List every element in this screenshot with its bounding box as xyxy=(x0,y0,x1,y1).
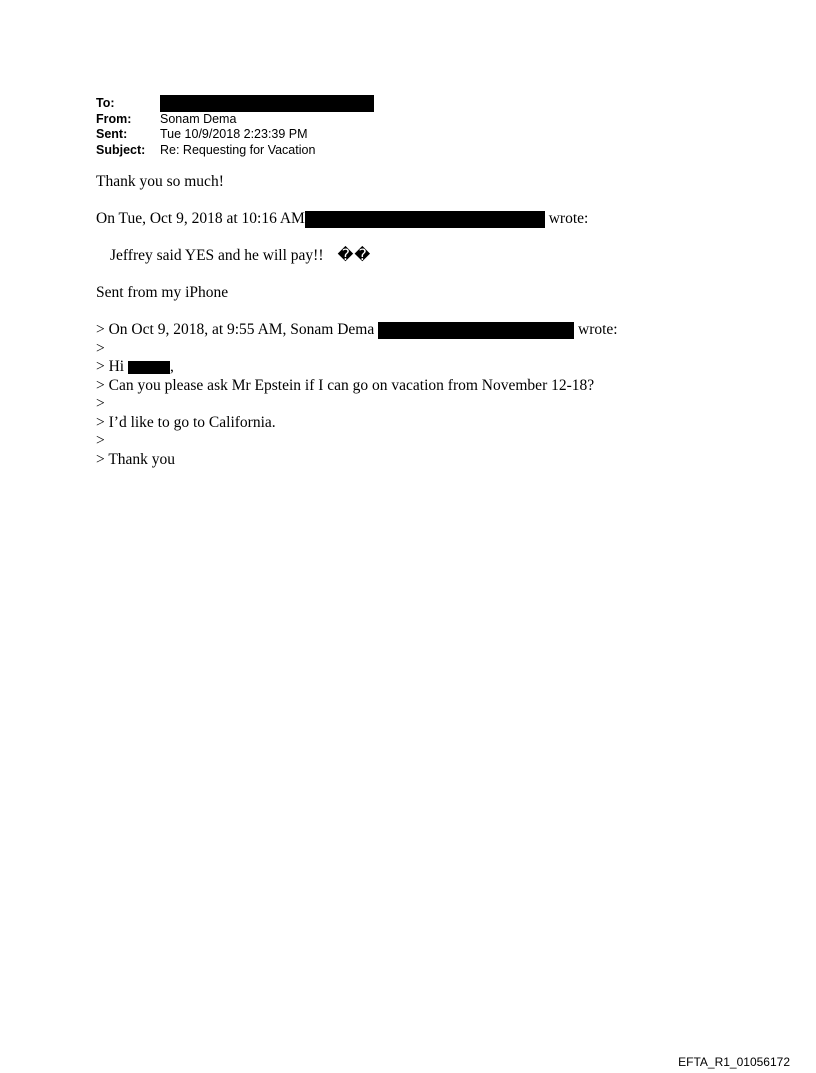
original-intro-suffix: wrote: xyxy=(578,321,618,338)
quoted-reply-line xyxy=(96,247,736,266)
quote-blank-line: > xyxy=(96,395,105,412)
redaction-original-sender xyxy=(378,322,574,339)
quote-california-line: > I’d like to go to California. xyxy=(96,413,276,431)
sent-label: Sent: xyxy=(96,127,128,141)
quoted-reply-text: Jeffrey said YES and he will pay!! xyxy=(110,247,324,264)
subject-label: Subject: xyxy=(96,142,146,157)
subject-row xyxy=(96,143,374,159)
to-label: To: xyxy=(96,96,115,110)
from-value: Sonam Dema xyxy=(160,111,237,126)
original-intro-prefix: > On Oct 9, 2018, at 9:55 AM, Sonam Dema xyxy=(96,321,375,338)
from-label: From: xyxy=(96,111,132,126)
reply-intro-suffix: wrote: xyxy=(548,210,589,227)
emoji-replacement-glyphs: �� xyxy=(337,247,372,264)
reply-intro-line xyxy=(96,210,736,229)
subject-value: Re: Requesting for Vacation xyxy=(160,142,316,157)
quote-thanks-line: > Thank you xyxy=(96,450,176,468)
quote-blank-line: > xyxy=(96,432,105,449)
quote-hi-comma: , xyxy=(170,358,174,375)
quote-blank-line: > xyxy=(96,339,105,357)
reply-intro-prefix: On Tue, Oct 9, 2018 at 10:16 AM xyxy=(96,210,305,227)
signature-line: Sent from my iPhone xyxy=(96,284,229,301)
sent-value: Tue 10/9/2018 2:23:39 PM xyxy=(160,127,308,141)
quote-hi-text: > Hi xyxy=(96,358,125,375)
redaction-to xyxy=(160,95,374,112)
redaction-reply-sender xyxy=(305,211,545,228)
redaction-name xyxy=(128,361,170,374)
quote-request-line: > Can you please ask Mr Epstein if I can go on vacation from November 12-18? xyxy=(96,376,595,394)
quote-hi-line xyxy=(96,358,736,377)
thanks-line: Thank you so much! xyxy=(96,173,224,190)
sent-row xyxy=(96,127,374,143)
to-row xyxy=(96,96,374,112)
from-row xyxy=(96,112,374,128)
original-intro-line xyxy=(96,321,736,340)
bates-number: EFTA_R1_01056172 xyxy=(678,1055,790,1069)
email-body xyxy=(96,173,736,469)
email-header xyxy=(96,96,374,158)
